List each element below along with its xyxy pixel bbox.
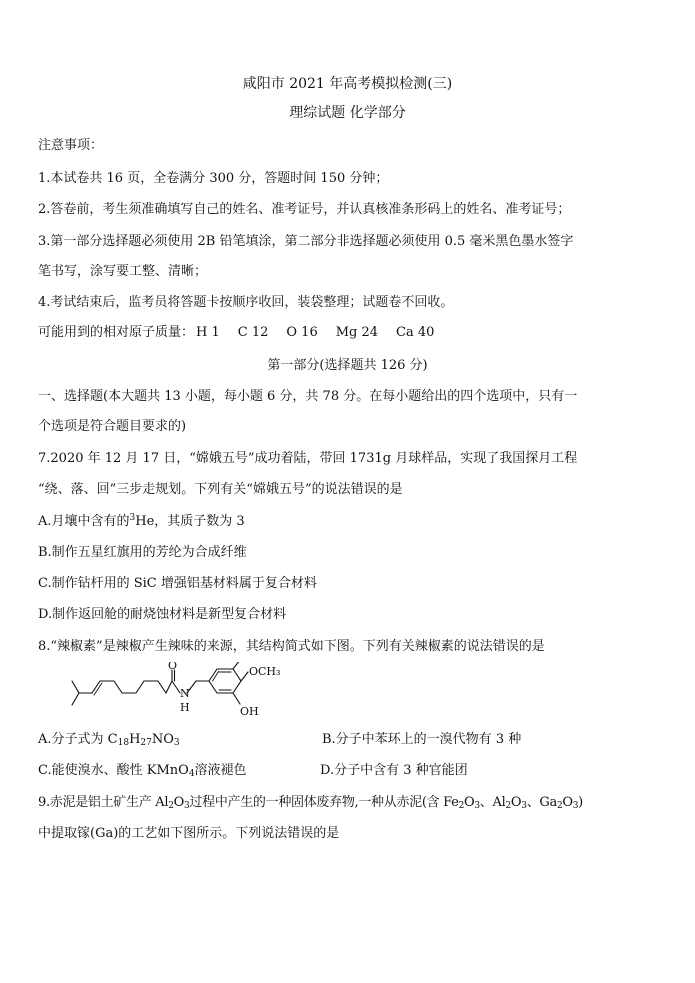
structure-label-n: N [180,687,190,700]
structure-label-oh: OH [240,705,259,718]
structure-label-h: H [180,701,190,714]
atomic-mass-label: 可能用到的相对原子质量： [38,325,195,340]
part1-title: 第一部分(选择题共 126 分) [267,358,428,373]
atomic-mass-ca: Ca 40 [396,325,435,340]
q8-option-d: D.分子中含有 3 种官能团 [320,763,468,778]
notice-item: 3.第一部分选择题必须使用 2B 铅笔填涂，第二部分非选择题必须使用 0.5 毫米黑色墨水签字 [38,234,574,249]
notice-item: 1.本试卷共 16 页，全卷满分 300 分，答题时间 150 分钟； [38,171,389,186]
q7-stem: “绕、落、回”三步走规划。下列有关“嫦娥五号”的说法错误的是 [38,482,403,497]
q7-option-c: C.制作钻杆用的 SiC 增强铝基材料属于复合材料 [38,576,317,591]
section-instruction: 个选项是符合题目要求的) [38,419,187,434]
q8-stem: 8.“辣椒素”是辣椒产生辣味的来源，其结构简式如下图。下列有关辣椒素的说法错误的是 [38,639,545,654]
q9-stem: 9.赤泥是铝土矿生产 $Al_2O_3$过程中产生的一种固体废弃物,一种从赤泥(含 $Fe_2O_3$、$Al_2O_3$、$Ga_2O_3$) [38,795,583,811]
q8-option-b: B.分子中苯环上的一溴代物有 3 种 [322,732,522,747]
exam-subtitle: 理综试题 化学部分 [289,105,406,121]
q8-option-a: A.分子式为 $C_{18}H_{27}NO_3$ [38,732,180,748]
structure-label-o: O [168,662,178,672]
q8-option-c: C.能使溴水、酸性 KMnO$_4$溶液褪色 [38,763,247,779]
capsaicin-structure [68,662,288,724]
notice-heading: 注意事项： [38,138,104,153]
q7-option-d: D.制作返回舱的耐烧蚀材料是新型复合材料 [38,607,287,622]
atomic-mass-c: C 12 [237,325,269,340]
q7-option-a: A.月壤中含有的$^3$He，其质子数为 3 [38,513,245,529]
notice-item: 笔书写，涂写要工整、清晰； [38,264,208,279]
notice-item: 2.答卷前，考生须准确填写自己的姓名、准考证号，并认真核准条形码上的姓名、准考证号； [38,202,571,217]
atomic-mass-o: O 16 [286,325,318,340]
q9-stem: 中提取镓(Ga)的工艺如下图所示。下列说法错误的是 [38,826,340,841]
atomic-mass-mg: Mg 24 [335,325,379,340]
structure-label-och3: OCH₃ [249,665,281,678]
exam-title: 咸阳市 2021 年高考模拟检测(三) [242,76,453,92]
notice-item: 4.考试结束后，监考员将答题卡按顺序收回，装袋整理；试题卷不回收。 [38,295,454,310]
q7-stem: 7.2020 年 12 月 17 日，“嫦娥五号”成功着陆，带回 1731g 月球样品，实现了我国探月工程 [38,451,578,466]
atomic-mass-line [38,324,675,342]
section-instruction: 一、选择题(本大题共 13 小题，每小题 6 分，共 78 分。在每小题给出的四个选项中，只有一 [38,389,578,404]
q7-option-b: B.制作五星红旗用的芳纶为合成纤维 [38,545,247,560]
atomic-mass-h: H 1 [196,325,220,340]
